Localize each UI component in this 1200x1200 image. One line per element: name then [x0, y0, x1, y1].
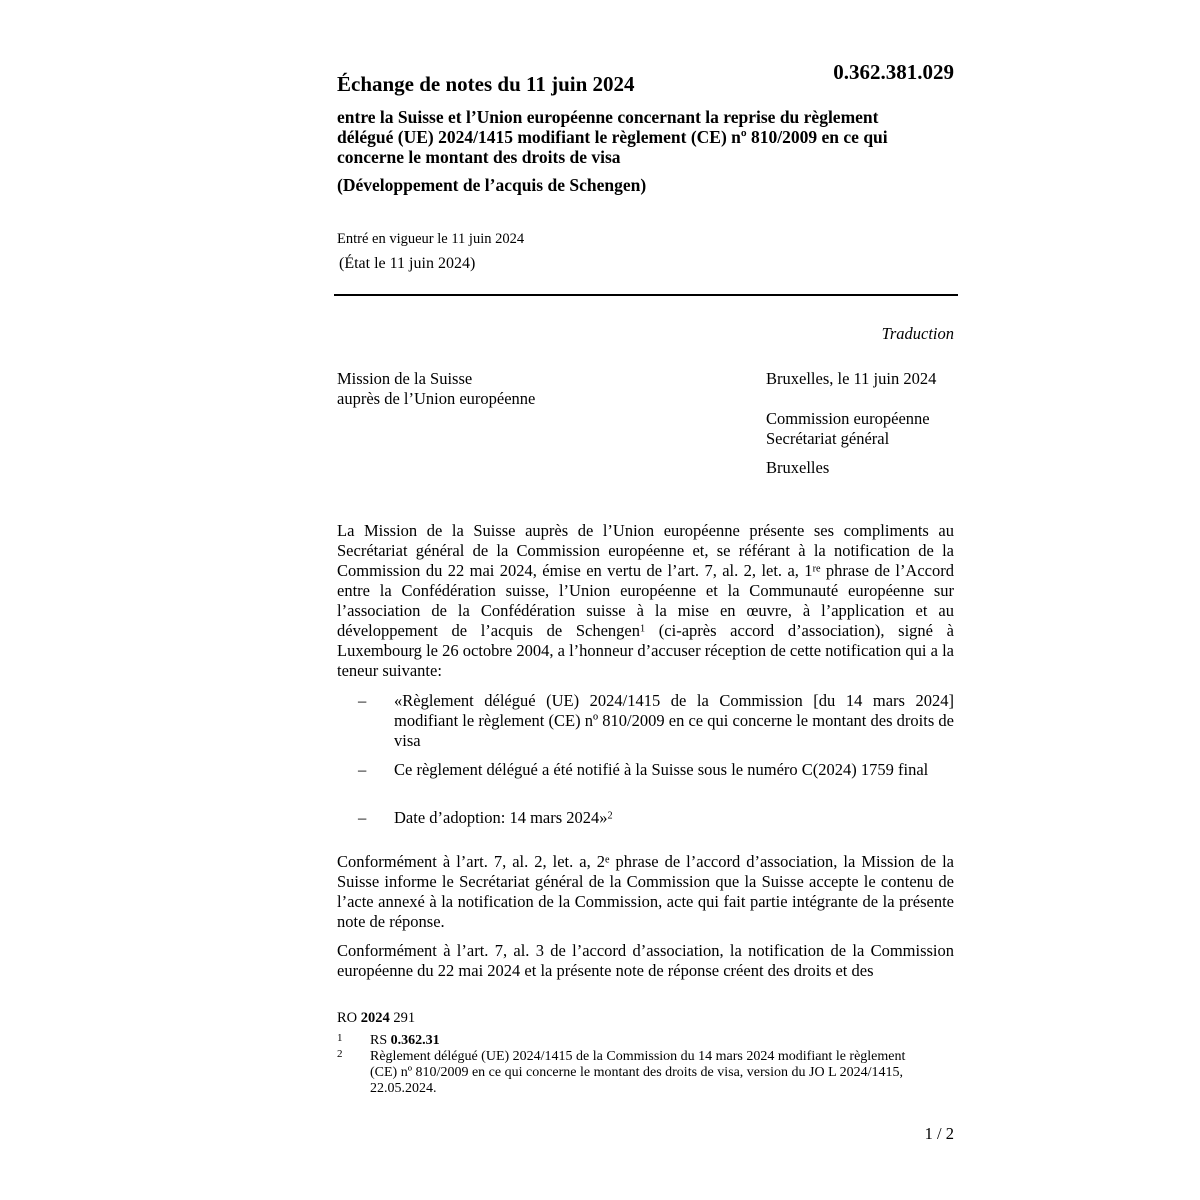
paragraph-2 [337, 852, 954, 932]
place-date: Bruxelles, le 11 juin 2024 [766, 369, 937, 388]
recipient-block [766, 409, 930, 449]
notification-list [337, 691, 954, 831]
page-number: 1 / 2 [924, 1124, 954, 1143]
document-page [337, 0, 958, 1200]
list-item-text [394, 808, 954, 828]
paragraph-text: phrase de l’accord d’association, la Mission de la Suisse informe le Secrétariat général de la Commission que la Suisse accepte le contenu de l’acte annexé à la notification de la Commission, acte qui fait partie intégrante de la présente note de réponse. [337, 852, 954, 931]
recipient-line: Commission européenne [766, 409, 930, 428]
ro-reference [337, 1010, 415, 1027]
dash-bullet: – [358, 691, 367, 710]
footnote-rs-prefix: RS [370, 1033, 391, 1048]
translation-label: Traduction [881, 324, 954, 343]
paragraph-text: La Mission de la Suisse auprès de l’Union européenne présente ses compliments au Secrétariat général de la Commission européenne et, se référant à la notification de la Commission du 22 mai 2024, émise en vertu de l’art. 7, al. 2, let. a, 1 [337, 521, 954, 580]
entry-into-force: Entré en vigueur le 11 juin 2024 [337, 231, 525, 247]
ro-page: 291 [389, 1010, 416, 1026]
paragraph-text: Conformément à l’art. 7, al. 2, let. a, 2 [337, 852, 605, 871]
document-subtitle: entre la Suisse et l’Union européenne concernant la reprise du règlement délégué (UE) 2024/1415 modifiant le règlement (CE) nº 810/2009 en ce qui concerne le montant des droits de visa [337, 107, 888, 167]
ro-prefix: RO [337, 1010, 361, 1026]
sender-line: Mission de la Suisse [337, 369, 473, 388]
paragraph-text: phrase de l’Accord entre la Confédération suisse, l’Union européenne et la Communauté européenne sur l’association de la Confédération suisse à la mise en œuvre, à l’application et au développement de l’acquis de Schengen [337, 561, 954, 640]
paragraph-1 [337, 521, 954, 681]
footnote-text: Règlement délégué (UE) 2024/1415 de la Commission du 14 mars 2024 modifiant le règlement (CE) nº 810/2009 en ce qui concerne le montant des droits de visa, version du JO L 2024/1415, 22.05.2024. [370, 1049, 906, 1096]
rs-number: 0.362.381.029 [833, 60, 954, 84]
ordinal-superscript: re [812, 563, 821, 575]
sender-block [337, 369, 535, 409]
footnote-1 [337, 1033, 937, 1049]
dash-bullet: – [358, 760, 367, 779]
recipient-line: Secrétariat général [766, 429, 890, 448]
ordinal-superscript: e [604, 854, 610, 866]
paragraph-3: Conformément à l’art. 7, al. 3 de l’accord d’association, la notification de la Commission européenne du 22 mai 2024 et la présente note de réponse créent des droits et des [337, 941, 954, 980]
recipient-city: Bruxelles [766, 458, 830, 477]
header-divider [334, 294, 958, 296]
ro-year: 2024 [360, 1010, 390, 1026]
footnote-2 [337, 1049, 937, 1099]
footnote-mark: 1 [337, 1032, 343, 1044]
list-item-text-main: Date d’adoption: 14 mars 2024» [394, 808, 608, 827]
footnote-text [370, 1033, 930, 1049]
document-subtitle-schengen: (Développement de l’acquis de Schengen) [337, 175, 647, 195]
list-item-text: Ce règlement délégué a été notifié à la Suisse sous le numéro C(2024) 1759 final [394, 760, 929, 779]
footnote-rs-number: 0.362.31 [390, 1033, 440, 1048]
footnote-ref-2[interactable]: 2 [607, 810, 613, 822]
footnote-ref-1[interactable]: 1 [640, 623, 646, 635]
dash-bullet: – [358, 808, 367, 827]
sender-line: auprès de l’Union européenne [337, 389, 536, 408]
state-date: (État le 11 juin 2024) [339, 255, 476, 272]
document-title: Échange de notes du 11 juin 2024 [337, 72, 635, 96]
list-item-text: «Règlement délégué (UE) 2024/1415 de la Commission [du 14 mars 2024] modifiant le règlement (CE) nº 810/2009 en ce qui concerne le montant des droits de visa [394, 691, 954, 750]
footnote-mark: 2 [337, 1048, 343, 1060]
paragraph-text: (ci-après accord d’association), signé à Luxembourg le 26 octobre 2004, a l’honneur d’accuser réception de cette notification qui a la teneur suivante: [337, 621, 954, 680]
